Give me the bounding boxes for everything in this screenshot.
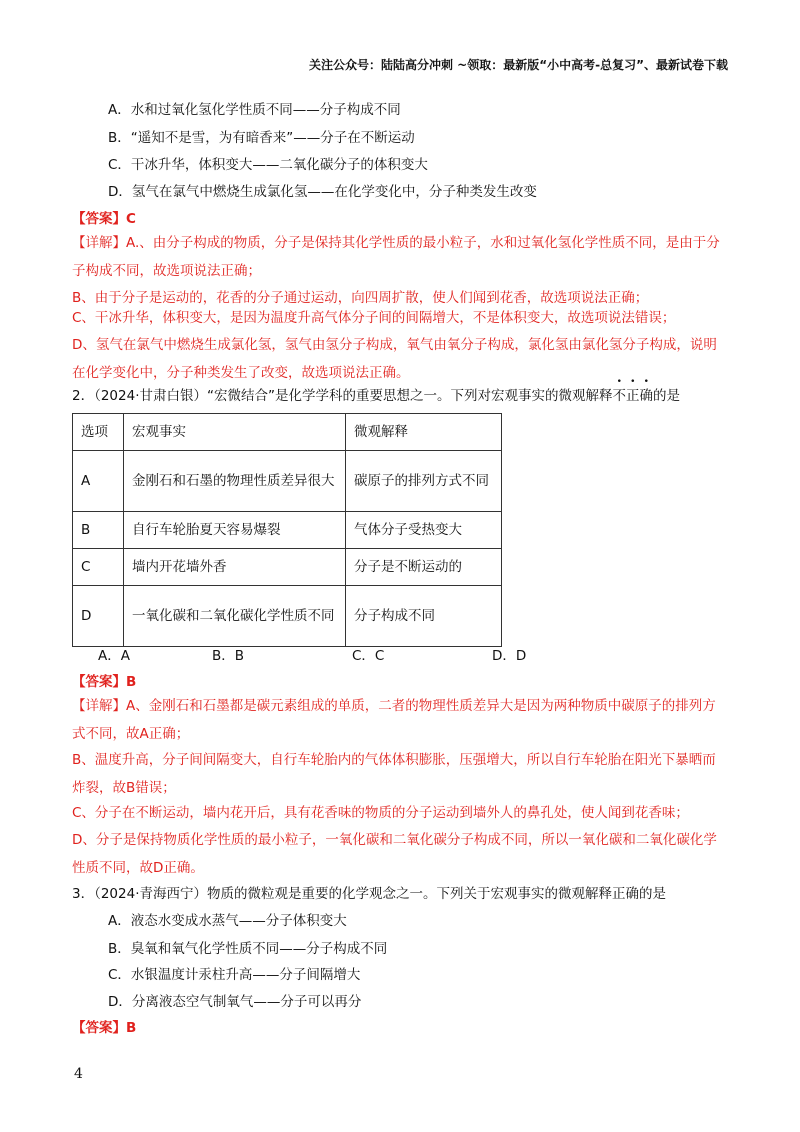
q1-option-b: B．“遥知不是雪，为有暗香来”——分子在不断运动	[108, 130, 415, 146]
q2-table	[72, 413, 502, 647]
table-cell: 分子构成不同	[346, 586, 502, 647]
emphasis-char: 不	[612, 388, 626, 404]
q2-detail-d: D、分子是保持物质化学性质的最小粒子，一氧化碳和二氧化碳分子构成不同，所以一氧化碳和二氧化碳化学性质不同，故D正确。	[72, 832, 717, 876]
q2-detail-a: 【详解】A、金刚石和石墨都是碳元素组成的单质，二者的物理性质差异大是因为两种物质中碳原子的排列方式不同，故A正确；	[72, 698, 716, 742]
table-cell: 气体分子受热变大	[346, 512, 502, 549]
table-cell: 自行车轮胎夏天容易爆裂	[124, 512, 346, 549]
table-row	[73, 512, 502, 549]
page-header: 关注公众号：陆陆高分冲刺 ~领取：最新版“小中高考-总复习”、最新试卷下载	[309, 58, 728, 72]
table-cell: B	[73, 512, 124, 549]
emphasis-char: 确	[639, 388, 653, 404]
q1-detail-b: B、由于分子是运动的，花香的分子通过运动，向四周扩散，使人们闻到花香，故选项说法正确；	[72, 290, 649, 306]
table-cell: 金刚石和石墨的物理性质差异很大	[124, 451, 346, 512]
table-cell: 碳原子的排列方式不同	[346, 451, 502, 512]
q2-choice-b: B．B	[212, 648, 245, 664]
q1-detail-a: 【详解】A.、由分子构成的物质，分子是保持其化学性质的最小粒子，水和过氧化氢化学性质不同，是由于分子构成不同，故选项说法正确；	[72, 235, 720, 279]
table-cell: 墙内开花墙外香	[124, 549, 346, 586]
table-row	[73, 586, 502, 647]
q1-option-c: C．干冰升华，体积变大——二氧化碳分子的体积变大	[108, 157, 428, 173]
table-header-cell: 选项	[73, 414, 124, 451]
table-header-cell: 微观解释	[346, 414, 502, 451]
q1-answer: 【答案】C	[72, 211, 136, 227]
q3-option-c: C．水银温度计汞柱升高——分子间隔增大	[108, 967, 361, 983]
q3-stem: 3．（2024·青海西宁）物质的微粒观是重要的化学观念之一。下列关于宏观事实的微观解释正确的是	[72, 886, 666, 902]
q2-detail-b: B、温度升高，分子间间隔变大，自行车轮胎内的气体体积膨胀，压强增大，所以自行车轮胎在阳光下暴晒而炸裂，故B错误；	[72, 752, 716, 796]
emphasis-char: 正	[625, 388, 640, 404]
q3-option-a: A．液态水变成水蒸气——分子体积变大	[108, 913, 347, 929]
q1-option-a: A．水和过氧化氢化学性质不同——分子构成不同	[108, 102, 401, 118]
table-cell: A	[73, 451, 124, 512]
q2-stem	[72, 384, 728, 404]
q2-choice-c: C．C	[352, 648, 385, 664]
table-cell: C	[73, 549, 124, 586]
table-cell: D	[73, 586, 124, 647]
q2-stem-main: 2．（2024·甘肃白银）“宏微结合”是化学学科的重要思想之一。下列对宏观事实的微观解释	[72, 388, 613, 404]
page-number: 4	[74, 1066, 83, 1082]
q2-choice-a: A．A	[98, 648, 130, 664]
q3-option-b: B．臭氧和氧气化学性质不同——分子构成不同	[108, 941, 388, 957]
q2-answer: 【答案】B	[72, 674, 137, 690]
table-cell: 一氧化碳和二氧化碳化学性质不同	[124, 586, 346, 647]
table-header-cell: 宏观事实	[124, 414, 346, 451]
q2-stem-emphasis	[612, 388, 653, 404]
q2-detail-c: C、分子在不断运动，墙内花开后，具有花香味的物质的分子运动到墙外人的鼻孔处，使人闻到花香味；	[72, 805, 689, 821]
q2-stem-end: 的是	[652, 388, 680, 404]
q1-detail-d: D、氢气在氯气中燃烧生成氯化氢，氢气由氢分子构成，氧气由氧分子构成，氯化氢由氯化氢分子构成，说明在化学变化中，分子种类发生了改变，故选项说法正确。	[72, 337, 717, 381]
table-row	[73, 451, 502, 512]
q3-option-d: D．分离液态空气制氧气——分子可以再分	[108, 994, 362, 1010]
q1-detail-c: C、干冰升华，体积变大，是因为温度升高气体分子间的间隔增大，不是体积变大，故选项说法错误；	[72, 310, 676, 326]
table-cell: 分子是不断运动的	[346, 549, 502, 586]
q2-choice-d: D．D	[492, 648, 527, 664]
table-header-row	[73, 414, 502, 451]
q3-answer: 【答案】B	[72, 1020, 137, 1036]
table-row	[73, 549, 502, 586]
q1-option-d: D．氢气在氯气中燃烧生成氯化氢——在化学变化中，分子种类发生改变	[108, 184, 537, 200]
